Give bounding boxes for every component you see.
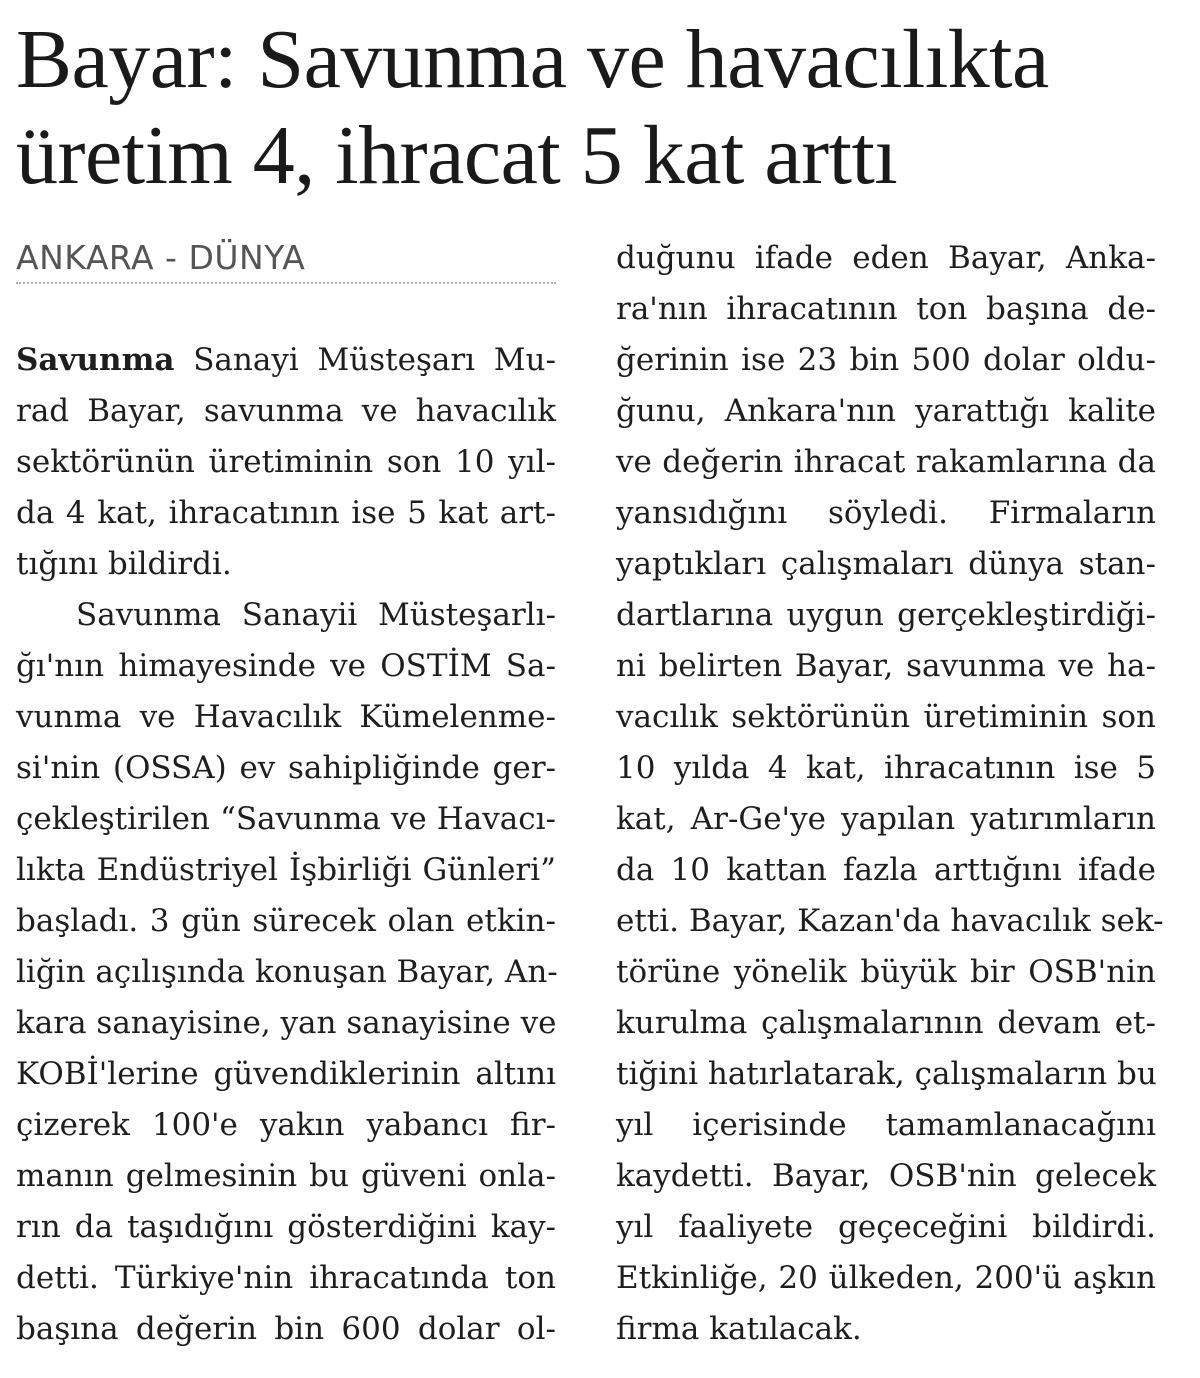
body-line: yaptıkları çalışmaları dünya stan- xyxy=(616,546,1156,582)
body-line: tığını bildirdi. xyxy=(16,546,232,582)
body-line: yıl içerisinde tamamlanacağını xyxy=(616,1107,1156,1143)
body-line: törüne yönelik büyük bir OSB'nin xyxy=(616,954,1156,990)
body-line: kurulma çalışmalarının devam et- xyxy=(616,1005,1156,1041)
body-line: ra'nın ihracatının ton başına de- xyxy=(616,291,1156,327)
body-line: yansıdığını söyledi. Firmaların xyxy=(616,495,1156,531)
body-line: başına değerin bin 600 dolar ol- xyxy=(16,1311,556,1347)
body-line: 10 yılda 4 kat, ihracatının ise 5 xyxy=(616,750,1156,786)
body-line: vunma ve Havacılık Kümelenme- xyxy=(16,699,556,735)
body-line: tiğini hatırlatarak, çalışmaların bu xyxy=(616,1056,1157,1092)
byline: ANKARA - DÜNYA xyxy=(16,236,556,284)
body-line: liğin açılışında konuşan Bayar, An- xyxy=(16,954,558,990)
body-line: rad Bayar, savunma ve havacılık xyxy=(16,393,556,429)
body-line: duğunu ifade eden Bayar, Anka- xyxy=(616,240,1156,276)
body-line: detti. Türkiye'nin ihracatında ton xyxy=(16,1260,556,1296)
body-line: KOBİ'lerine güvendiklerinin altını xyxy=(16,1056,556,1092)
body-line: lıkta Endüstriyel İşbirliği Günleri” xyxy=(16,852,556,888)
body-line: çizerek 100'e yakın yabancı fir- xyxy=(16,1107,556,1143)
headline-line-1: Bayar: Savunma ve havacılıkta xyxy=(16,13,1049,106)
body-line: kat, Ar-Ge'ye yapılan yatırımların xyxy=(616,801,1156,837)
body-line: da 10 kattan fazla arttığını ifade xyxy=(616,852,1156,888)
body-line: firma katılacak. xyxy=(616,1311,862,1347)
body-line: dartlarına uygun gerçekleştirdiği- xyxy=(616,597,1156,633)
body-line: Etkinliğe, 20 ülkeden, 200'ü aşkın xyxy=(616,1260,1156,1296)
body-line: vacılık sektörünün üretiminin son xyxy=(616,699,1156,735)
body-line: etti. Bayar, Kazan'da havacılık sek- xyxy=(616,903,1164,939)
body-line: kaydetti. Bayar, OSB'nin gelecek xyxy=(616,1158,1156,1194)
body-line: kara sanayisine, yan sanayisine ve xyxy=(16,1005,557,1041)
body-line: da 4 kat, ihracatının ise 5 kat art- xyxy=(16,495,556,531)
headline-line-2: üretim 4, ihracat 5 kat arttı xyxy=(16,109,898,202)
body-line: ğerinin ise 23 bin 500 dolar oldu- xyxy=(616,342,1156,378)
body-line: sektörünün üretiminin son 10 yıl- xyxy=(16,444,556,480)
headline xyxy=(16,12,1186,204)
body-line: manın gelmesinin bu güveni onla- xyxy=(16,1158,556,1194)
body-line: Savunma Sanayii Müsteşarlı- xyxy=(76,597,556,633)
body-line: yıl faaliyete geçeceğini bildirdi. xyxy=(616,1209,1156,1245)
body-line: ğı'nın himayesinde ve OSTİM Sa- xyxy=(16,648,556,684)
body-line: rın da taşıdığını gösterdiğini kay- xyxy=(16,1209,556,1245)
body-line: ve değerin ihracat rakamlarına da xyxy=(616,444,1156,480)
body-line: çekleştirilen “Savunma ve Havacı- xyxy=(16,801,556,837)
body-line: Savunma Sanayi Müsteşarı Mu- xyxy=(16,342,556,378)
body-line: si'nin (OSSA) ev sahipliğinde ger- xyxy=(16,750,556,786)
lead-word: Savunma xyxy=(16,342,175,378)
body-line: ğunu, Ankara'nın yarattığı kalite xyxy=(616,393,1156,429)
body-line: başladı. 3 gün sürecek olan etkin- xyxy=(16,903,556,939)
body-line: ni belirten Bayar, savunma ve ha- xyxy=(616,648,1156,684)
